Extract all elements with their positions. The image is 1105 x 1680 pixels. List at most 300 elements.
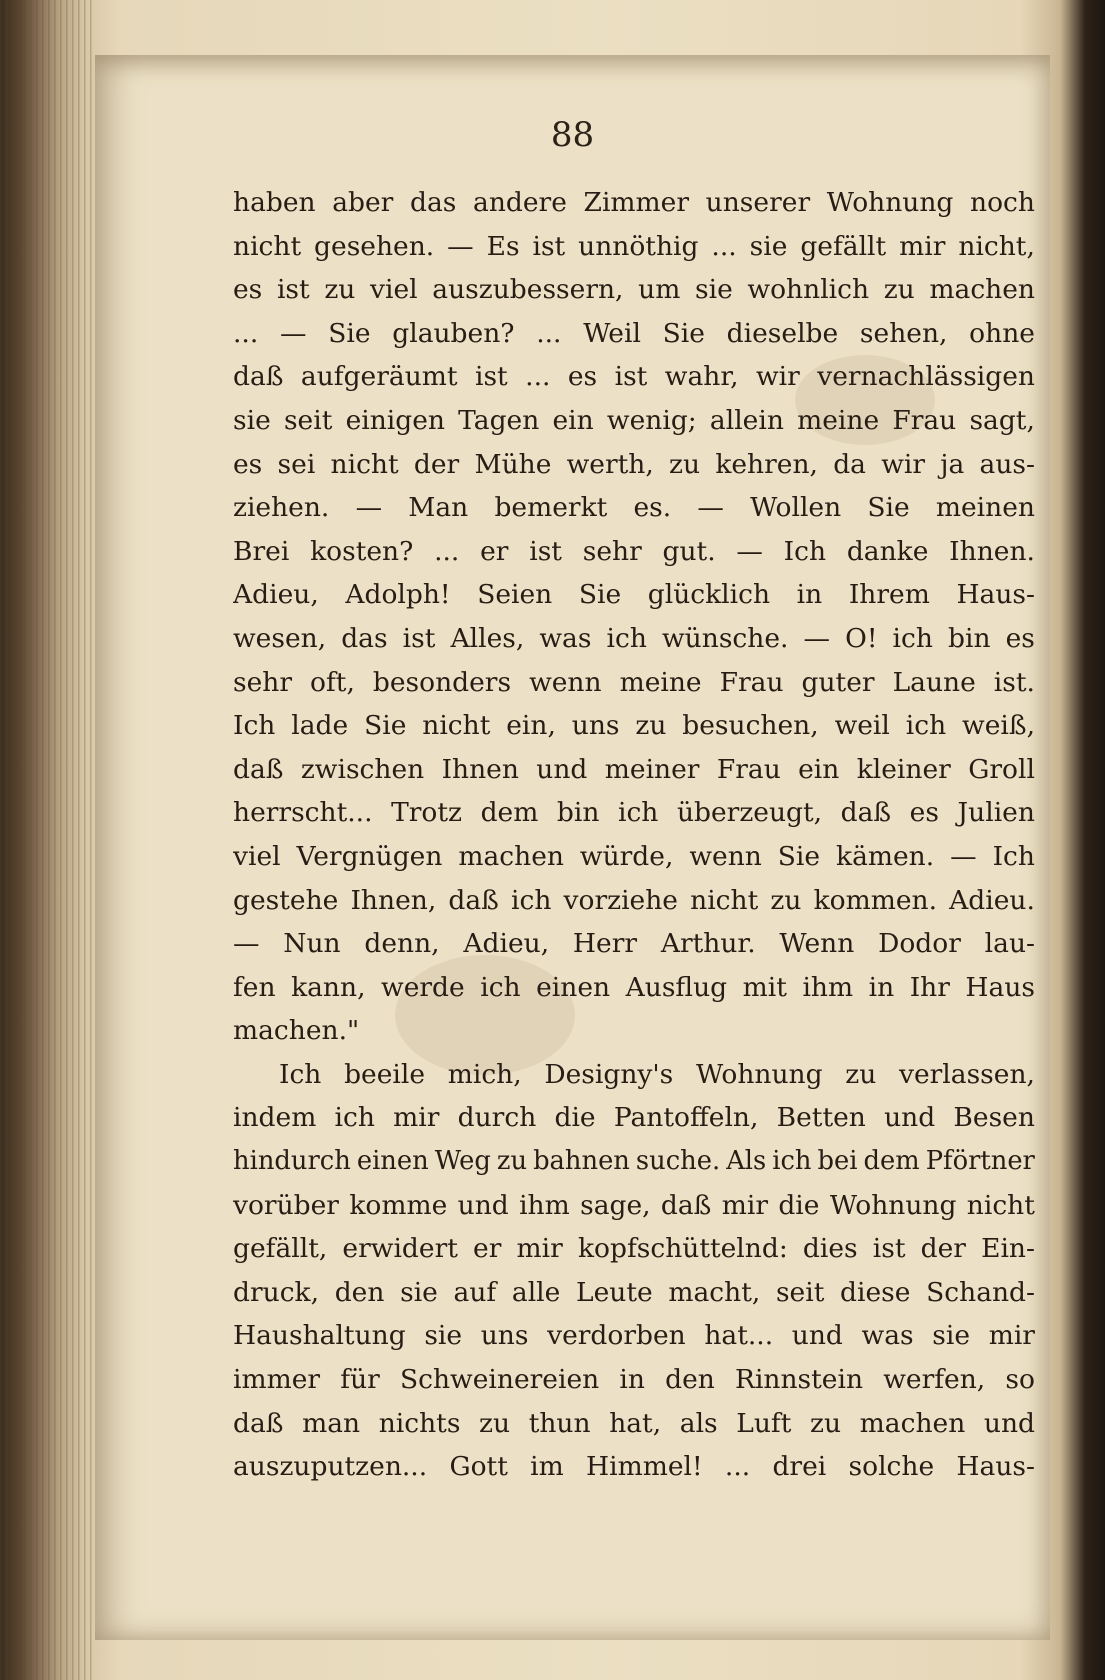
word: um bbox=[638, 274, 681, 306]
body-text bbox=[233, 181, 1035, 1489]
word: nicht bbox=[690, 884, 759, 916]
word: Adieu, bbox=[463, 928, 550, 960]
text-line bbox=[233, 1184, 1035, 1228]
word: ich bbox=[606, 622, 647, 654]
word: sehr bbox=[582, 535, 642, 567]
word: daß bbox=[660, 1189, 712, 1221]
word: mir bbox=[516, 1233, 563, 1265]
word: Haus bbox=[965, 971, 1035, 1003]
word: nicht bbox=[422, 710, 491, 742]
word: zu bbox=[496, 1146, 528, 1177]
text-line bbox=[233, 1140, 1035, 1184]
word: Schweinereien bbox=[399, 1364, 600, 1396]
word: mich, bbox=[447, 1058, 522, 1090]
word: wir bbox=[755, 361, 800, 393]
word: daß bbox=[840, 797, 892, 829]
word: viel bbox=[233, 840, 281, 872]
word: wenn bbox=[689, 840, 762, 872]
word: unnöthig bbox=[578, 230, 699, 262]
word: nichts bbox=[378, 1407, 461, 1439]
word: daß bbox=[233, 361, 284, 393]
word: ziehen. bbox=[233, 492, 330, 524]
word: werfen, bbox=[883, 1364, 986, 1396]
word: machen bbox=[929, 274, 1035, 306]
word: Laune bbox=[892, 666, 976, 698]
word: gefällt bbox=[800, 230, 887, 262]
word: zu bbox=[324, 274, 356, 306]
word: wenig; bbox=[606, 404, 697, 436]
word: meine bbox=[797, 404, 880, 436]
word: Besen bbox=[953, 1102, 1035, 1134]
text-line bbox=[233, 922, 1035, 966]
word: das bbox=[410, 187, 457, 218]
word: sehr bbox=[233, 666, 293, 698]
word: Wenn bbox=[779, 928, 855, 960]
word: Haushaltung bbox=[233, 1320, 406, 1352]
word: ist bbox=[474, 361, 508, 393]
word: Mühe bbox=[474, 448, 552, 480]
text-line bbox=[233, 1009, 1035, 1053]
word: dem bbox=[863, 1146, 920, 1177]
text-line bbox=[233, 704, 1035, 748]
word: was bbox=[861, 1320, 914, 1352]
word: Sie bbox=[364, 710, 407, 742]
word: lau- bbox=[984, 928, 1035, 960]
word: zu bbox=[810, 1407, 842, 1439]
word: Nun bbox=[283, 928, 341, 960]
text-line bbox=[233, 879, 1035, 923]
word: daß bbox=[448, 884, 499, 916]
word: vorziehe bbox=[563, 884, 678, 916]
word: alle bbox=[511, 1276, 561, 1308]
word: mir bbox=[393, 1102, 440, 1134]
word: kehren, bbox=[715, 448, 818, 480]
word: druck, bbox=[233, 1276, 320, 1308]
word: viel bbox=[370, 274, 418, 306]
word: Luft bbox=[736, 1407, 792, 1439]
word: ein, bbox=[506, 710, 556, 742]
text-line bbox=[233, 1402, 1035, 1446]
word: ... bbox=[536, 317, 562, 349]
word: besuchen, bbox=[682, 710, 819, 742]
word: Gott bbox=[449, 1451, 508, 1483]
word: vorüber bbox=[233, 1189, 339, 1221]
word: Arthur. bbox=[660, 928, 756, 960]
text-line bbox=[233, 181, 1035, 225]
word: meiner bbox=[604, 753, 700, 785]
word: Pantoffeln, bbox=[613, 1102, 759, 1134]
word: aufgeräumt bbox=[300, 361, 458, 393]
word: meine bbox=[619, 666, 702, 698]
word: kommen. bbox=[813, 884, 938, 916]
word: bin bbox=[556, 797, 600, 829]
word: uns bbox=[480, 1320, 529, 1352]
word: solche bbox=[848, 1451, 935, 1483]
word: Ausflug bbox=[625, 971, 728, 1003]
word: Ihnen, bbox=[350, 884, 437, 916]
word: sie bbox=[749, 230, 788, 262]
word: — bbox=[803, 622, 831, 654]
word: er bbox=[480, 535, 509, 567]
word: durch bbox=[457, 1102, 537, 1134]
word: ich bbox=[892, 622, 933, 654]
word: Adolph! bbox=[345, 579, 451, 611]
word: Sie bbox=[578, 579, 622, 611]
word: nicht, bbox=[958, 230, 1035, 262]
word: oft, bbox=[310, 666, 355, 698]
word: haben bbox=[233, 187, 316, 218]
word: ist bbox=[276, 274, 310, 306]
word: es bbox=[233, 448, 263, 480]
word: ... bbox=[434, 535, 460, 567]
word: der bbox=[920, 1233, 966, 1265]
word: Ich bbox=[279, 1058, 322, 1090]
word: zu bbox=[845, 1058, 877, 1090]
word: wesen, bbox=[233, 622, 327, 654]
word: ihm bbox=[519, 1189, 570, 1221]
word: seit bbox=[283, 404, 333, 436]
word: aus- bbox=[979, 448, 1035, 480]
word: Sie bbox=[662, 317, 705, 349]
word: sie bbox=[233, 404, 271, 436]
word: nicht bbox=[330, 448, 399, 480]
word: auszubessern, bbox=[432, 274, 624, 306]
word: ist bbox=[529, 535, 562, 567]
word: meinen bbox=[935, 492, 1035, 524]
word: Als bbox=[726, 1146, 767, 1177]
word: Himmel! bbox=[586, 1451, 703, 1483]
word: Ich bbox=[992, 840, 1035, 872]
word: bei bbox=[817, 1146, 858, 1177]
word: weil bbox=[834, 710, 890, 742]
word: bemerkt bbox=[494, 492, 608, 524]
word: bahnen bbox=[533, 1146, 630, 1177]
word: Julien bbox=[957, 797, 1035, 829]
word: daß bbox=[233, 753, 284, 785]
word: zu bbox=[883, 274, 915, 306]
word: die bbox=[554, 1102, 596, 1134]
word: sie bbox=[932, 1320, 971, 1352]
word: verdorben bbox=[547, 1320, 686, 1352]
page-number: 88 bbox=[550, 115, 595, 155]
word: Ihnen. bbox=[949, 535, 1035, 567]
word: ist bbox=[872, 1233, 906, 1265]
word: der bbox=[413, 448, 460, 480]
word: O! bbox=[845, 622, 878, 654]
word: Sie bbox=[777, 840, 821, 872]
word: Adieu. bbox=[949, 884, 1035, 916]
word: einen bbox=[356, 1146, 429, 1177]
word: Groll bbox=[968, 753, 1035, 785]
word: und bbox=[983, 1407, 1035, 1439]
word: Ein- bbox=[981, 1233, 1035, 1265]
word: Sie bbox=[328, 317, 371, 349]
word: ja bbox=[940, 448, 965, 480]
word: ist. bbox=[993, 666, 1035, 698]
text-line bbox=[233, 835, 1035, 879]
word: aber bbox=[332, 187, 394, 218]
word: andere bbox=[473, 187, 567, 218]
word: ich bbox=[480, 971, 521, 1003]
text-line bbox=[233, 268, 1035, 312]
word: es bbox=[1005, 622, 1035, 654]
word: kleiner bbox=[856, 753, 951, 785]
word: kopfschüttelnd: bbox=[577, 1233, 788, 1265]
word: drei bbox=[772, 1451, 827, 1483]
word: noch bbox=[970, 187, 1035, 218]
word: mir bbox=[899, 230, 946, 262]
text-line bbox=[233, 573, 1035, 617]
word: sei bbox=[277, 448, 316, 480]
word: uns bbox=[571, 710, 620, 742]
text-line bbox=[233, 530, 1035, 574]
text-line bbox=[233, 661, 1035, 705]
word: seit bbox=[775, 1276, 825, 1308]
word: Trotz bbox=[391, 797, 462, 829]
word: Man bbox=[408, 492, 469, 524]
word: sage, bbox=[580, 1189, 651, 1221]
word: überzeugt, bbox=[676, 797, 823, 829]
word: Wohnung bbox=[695, 1058, 823, 1090]
text-line bbox=[233, 1445, 1035, 1489]
word: diese bbox=[840, 1276, 911, 1308]
text-line bbox=[233, 443, 1035, 487]
word: auszuputzen... bbox=[233, 1451, 428, 1483]
word: machen bbox=[859, 1407, 966, 1439]
word: sie bbox=[400, 1276, 438, 1308]
word: machen bbox=[458, 840, 564, 872]
word: bin bbox=[948, 622, 991, 654]
word: allein bbox=[709, 404, 784, 436]
word: kosten? bbox=[310, 535, 414, 567]
word: gefällt, bbox=[233, 1233, 328, 1265]
word: Weg bbox=[434, 1146, 491, 1177]
word: ist bbox=[614, 361, 648, 393]
word: zwischen bbox=[300, 753, 425, 785]
word: in bbox=[868, 971, 895, 1003]
word: es bbox=[567, 361, 598, 393]
word: wir bbox=[881, 448, 926, 480]
word: in bbox=[796, 579, 823, 611]
page-stack-edge bbox=[0, 0, 95, 1680]
word: Wohnung bbox=[826, 187, 954, 218]
book-page bbox=[95, 55, 1050, 1640]
word: indem bbox=[233, 1102, 317, 1134]
word: werde bbox=[381, 971, 465, 1003]
word: kämen. bbox=[836, 840, 935, 872]
word: Es bbox=[486, 230, 520, 262]
word: sie bbox=[695, 274, 733, 306]
word: ... bbox=[711, 230, 737, 262]
word: Brei bbox=[233, 535, 290, 567]
word: Frau bbox=[716, 753, 781, 785]
word: Vergnügen bbox=[296, 840, 443, 872]
word: Haus- bbox=[956, 1451, 1035, 1483]
word: kann, bbox=[291, 971, 366, 1003]
word: es. bbox=[633, 492, 672, 524]
word: so bbox=[1005, 1364, 1035, 1396]
word: Tagen bbox=[458, 404, 540, 436]
word: in bbox=[619, 1364, 645, 1396]
text-line bbox=[233, 1358, 1035, 1402]
word: ich bbox=[511, 884, 552, 916]
text-line bbox=[233, 486, 1035, 530]
word: daß bbox=[233, 1407, 284, 1439]
word: und bbox=[791, 1320, 843, 1352]
word: wenn bbox=[529, 666, 602, 698]
word: ich bbox=[905, 710, 947, 742]
word: gesehen. bbox=[314, 230, 435, 262]
word: Frau bbox=[892, 404, 957, 436]
word: ich bbox=[334, 1102, 375, 1134]
word: Betten bbox=[776, 1102, 866, 1134]
word: besonders bbox=[372, 666, 512, 698]
word: — bbox=[950, 840, 977, 872]
word: man bbox=[302, 1407, 361, 1439]
word: wahr, bbox=[664, 361, 739, 393]
word: Leute bbox=[576, 1276, 653, 1308]
text-line bbox=[233, 312, 1035, 356]
word: mit bbox=[742, 971, 787, 1003]
word: Weil bbox=[583, 317, 641, 349]
word: es bbox=[909, 797, 939, 829]
word: ohne bbox=[969, 317, 1035, 349]
word: erwidert bbox=[342, 1233, 458, 1265]
word: glücklich bbox=[647, 579, 771, 611]
word: ... bbox=[724, 1451, 751, 1483]
text-line bbox=[233, 1314, 1035, 1358]
text-line bbox=[233, 355, 1035, 399]
word: Sie bbox=[867, 492, 910, 524]
word: fen bbox=[233, 971, 276, 1003]
word: einen bbox=[536, 971, 611, 1003]
word: Zimmer bbox=[583, 187, 690, 218]
word: würde, bbox=[579, 840, 674, 872]
word: sehen, bbox=[859, 317, 948, 349]
text-line bbox=[233, 966, 1035, 1010]
word: machen." bbox=[233, 1015, 360, 1047]
text-line bbox=[233, 791, 1035, 835]
text-line bbox=[233, 1096, 1035, 1140]
word: — bbox=[736, 535, 763, 567]
word: gut. bbox=[662, 535, 716, 567]
word: unserer bbox=[705, 187, 811, 218]
word: ist bbox=[532, 230, 566, 262]
word: Frau bbox=[719, 666, 784, 698]
word: und bbox=[884, 1102, 936, 1134]
word: glauben? bbox=[392, 317, 515, 349]
word: das bbox=[341, 622, 388, 654]
word: ich bbox=[617, 797, 659, 829]
word: zu bbox=[669, 448, 701, 480]
word: den bbox=[334, 1276, 385, 1308]
word: es bbox=[233, 274, 263, 306]
word: — bbox=[697, 492, 724, 524]
word: — bbox=[233, 928, 260, 960]
word: ... bbox=[525, 361, 551, 393]
word: macht, bbox=[668, 1276, 761, 1308]
word: komme bbox=[349, 1189, 448, 1221]
word: thun bbox=[528, 1407, 591, 1439]
word: verlassen, bbox=[898, 1058, 1035, 1090]
word: Rinnstein bbox=[735, 1364, 864, 1396]
word: er bbox=[473, 1233, 502, 1265]
word: mir bbox=[988, 1320, 1035, 1352]
word: beeile bbox=[344, 1058, 426, 1090]
word: ein bbox=[798, 753, 840, 785]
word: guter bbox=[801, 666, 875, 698]
word: denn, bbox=[364, 928, 440, 960]
text-line bbox=[233, 1227, 1035, 1271]
word: immer bbox=[233, 1364, 321, 1396]
word: werth, bbox=[566, 448, 654, 480]
word: da bbox=[833, 448, 866, 480]
word: die bbox=[778, 1189, 820, 1221]
word: ich bbox=[772, 1146, 812, 1177]
word: den bbox=[665, 1364, 715, 1396]
word: zu bbox=[770, 884, 802, 916]
word: dieselbe bbox=[726, 317, 839, 349]
word: Pförtner bbox=[925, 1146, 1035, 1177]
word: herrscht... bbox=[233, 797, 373, 829]
word: ist bbox=[402, 622, 436, 654]
word: Schand- bbox=[926, 1276, 1035, 1308]
word: Herr bbox=[572, 928, 638, 960]
word: — bbox=[447, 230, 474, 262]
word: Adieu, bbox=[233, 579, 319, 611]
word: Alles, bbox=[450, 622, 525, 654]
word: für bbox=[340, 1364, 380, 1396]
word: — bbox=[280, 317, 307, 349]
word: vernachlässigen bbox=[817, 361, 1035, 393]
word: Dodor bbox=[878, 928, 961, 960]
word: suche. bbox=[635, 1146, 721, 1177]
word: hat... bbox=[704, 1320, 774, 1352]
word: mir bbox=[721, 1189, 768, 1221]
word: ihm bbox=[802, 971, 854, 1003]
text-line bbox=[233, 1053, 1035, 1097]
word: Wollen bbox=[750, 492, 842, 524]
word: weiß, bbox=[962, 710, 1035, 742]
word: ... bbox=[233, 317, 259, 349]
word: wünsche. bbox=[662, 622, 789, 654]
word: auf bbox=[453, 1276, 497, 1308]
word: sie bbox=[424, 1320, 463, 1352]
word: einigen bbox=[345, 404, 445, 436]
word: Ihr bbox=[909, 971, 950, 1003]
word: Ihnen bbox=[441, 753, 519, 785]
word: Seien bbox=[477, 579, 553, 611]
word: lade bbox=[291, 710, 349, 742]
word: dem bbox=[480, 797, 539, 829]
text-line bbox=[233, 748, 1035, 792]
word: Haus- bbox=[956, 579, 1035, 611]
word: Designy's bbox=[544, 1058, 674, 1090]
text-line bbox=[233, 617, 1035, 661]
word: wohnlich bbox=[747, 274, 870, 306]
word: ein bbox=[552, 404, 594, 436]
word: sagt, bbox=[969, 404, 1035, 436]
word: Wohnung bbox=[829, 1189, 957, 1221]
word: hindurch bbox=[233, 1146, 351, 1177]
word: zu bbox=[479, 1407, 511, 1439]
word: gestehe bbox=[233, 884, 339, 916]
word: hat, bbox=[609, 1407, 662, 1439]
word: nicht bbox=[233, 230, 302, 262]
text-line bbox=[233, 399, 1035, 443]
text-line bbox=[233, 1271, 1035, 1315]
word: was bbox=[539, 622, 592, 654]
